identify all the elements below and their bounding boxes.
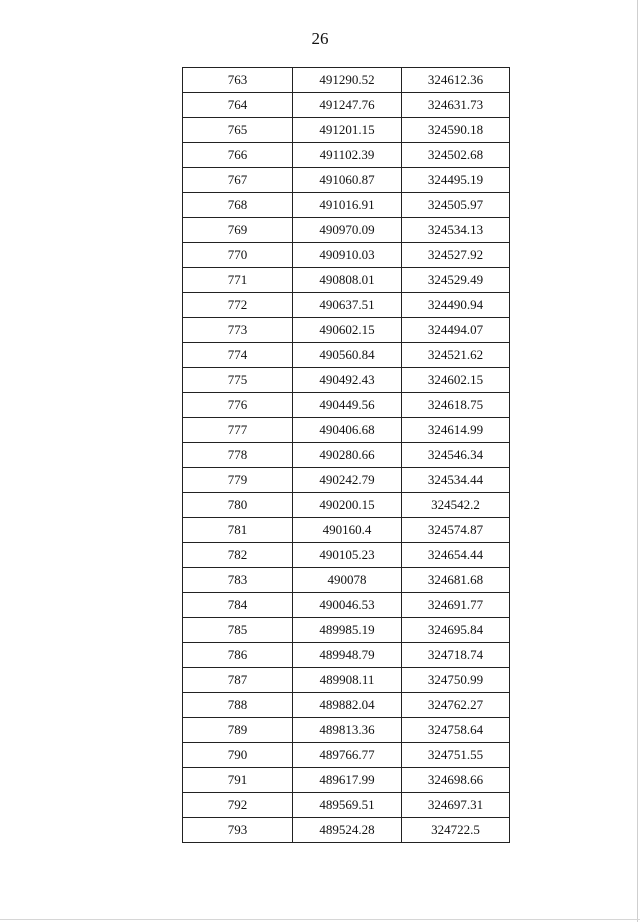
y-coordinate-cell: 324681.68 bbox=[402, 568, 510, 593]
table-row bbox=[183, 293, 510, 318]
point-number-cell: 770 bbox=[183, 243, 293, 268]
y-coordinate-cell: 324602.15 bbox=[402, 368, 510, 393]
table-row bbox=[183, 743, 510, 768]
table-row bbox=[183, 268, 510, 293]
y-coordinate-cell: 324590.18 bbox=[402, 118, 510, 143]
y-coordinate-cell: 324631.73 bbox=[402, 93, 510, 118]
point-number-cell: 767 bbox=[183, 168, 293, 193]
y-coordinate-cell: 324494.07 bbox=[402, 318, 510, 343]
point-number-cell: 789 bbox=[183, 718, 293, 743]
table-row bbox=[183, 693, 510, 718]
table-row bbox=[183, 493, 510, 518]
x-coordinate-cell: 491102.39 bbox=[293, 143, 402, 168]
y-coordinate-cell: 324534.44 bbox=[402, 468, 510, 493]
point-number-cell: 787 bbox=[183, 668, 293, 693]
table-row bbox=[183, 718, 510, 743]
y-coordinate-cell: 324534.13 bbox=[402, 218, 510, 243]
table-row bbox=[183, 468, 510, 493]
point-number-cell: 765 bbox=[183, 118, 293, 143]
x-coordinate-cell: 489882.04 bbox=[293, 693, 402, 718]
table-row bbox=[183, 518, 510, 543]
y-coordinate-cell: 324527.92 bbox=[402, 243, 510, 268]
point-number-cell: 776 bbox=[183, 393, 293, 418]
y-coordinate-cell: 324612.36 bbox=[402, 68, 510, 93]
y-coordinate-cell: 324698.66 bbox=[402, 768, 510, 793]
table-row bbox=[183, 543, 510, 568]
point-number-cell: 766 bbox=[183, 143, 293, 168]
x-coordinate-cell: 490637.51 bbox=[293, 293, 402, 318]
table-row bbox=[183, 243, 510, 268]
x-coordinate-cell: 491060.87 bbox=[293, 168, 402, 193]
y-coordinate-cell: 324574.87 bbox=[402, 518, 510, 543]
y-coordinate-cell: 324521.62 bbox=[402, 343, 510, 368]
point-number-cell: 791 bbox=[183, 768, 293, 793]
y-coordinate-cell: 324542.2 bbox=[402, 493, 510, 518]
x-coordinate-cell: 490280.66 bbox=[293, 443, 402, 468]
x-coordinate-cell: 489617.99 bbox=[293, 768, 402, 793]
table-row bbox=[183, 768, 510, 793]
x-coordinate-cell: 489766.77 bbox=[293, 743, 402, 768]
point-number-cell: 783 bbox=[183, 568, 293, 593]
y-coordinate-cell: 324762.27 bbox=[402, 693, 510, 718]
y-coordinate-cell: 324490.94 bbox=[402, 293, 510, 318]
x-coordinate-cell: 491016.91 bbox=[293, 193, 402, 218]
table-row bbox=[183, 93, 510, 118]
table-row bbox=[183, 368, 510, 393]
table-row bbox=[183, 443, 510, 468]
x-coordinate-cell: 491247.76 bbox=[293, 93, 402, 118]
table-row bbox=[183, 143, 510, 168]
table-row bbox=[183, 168, 510, 193]
table-row bbox=[183, 218, 510, 243]
x-coordinate-cell: 490602.15 bbox=[293, 318, 402, 343]
point-number-cell: 769 bbox=[183, 218, 293, 243]
x-coordinate-cell: 490078 bbox=[293, 568, 402, 593]
y-coordinate-cell: 324718.74 bbox=[402, 643, 510, 668]
point-number-cell: 779 bbox=[183, 468, 293, 493]
table-row bbox=[183, 818, 510, 843]
x-coordinate-cell: 490910.03 bbox=[293, 243, 402, 268]
x-coordinate-cell: 491201.15 bbox=[293, 118, 402, 143]
x-coordinate-cell: 489948.79 bbox=[293, 643, 402, 668]
coordinates-table bbox=[182, 67, 510, 843]
table-row bbox=[183, 193, 510, 218]
y-coordinate-cell: 324697.31 bbox=[402, 793, 510, 818]
point-number-cell: 780 bbox=[183, 493, 293, 518]
x-coordinate-cell: 489524.28 bbox=[293, 818, 402, 843]
y-coordinate-cell: 324502.68 bbox=[402, 143, 510, 168]
y-coordinate-cell: 324614.99 bbox=[402, 418, 510, 443]
x-coordinate-cell: 490406.68 bbox=[293, 418, 402, 443]
point-number-cell: 782 bbox=[183, 543, 293, 568]
point-number-cell: 786 bbox=[183, 643, 293, 668]
point-number-cell: 774 bbox=[183, 343, 293, 368]
point-number-cell: 788 bbox=[183, 693, 293, 718]
table-row bbox=[183, 793, 510, 818]
x-coordinate-cell: 490492.43 bbox=[293, 368, 402, 393]
point-number-cell: 772 bbox=[183, 293, 293, 318]
x-coordinate-cell: 490160.4 bbox=[293, 518, 402, 543]
table-row bbox=[183, 118, 510, 143]
page-edge-right bbox=[637, 0, 638, 922]
point-number-cell: 785 bbox=[183, 618, 293, 643]
y-coordinate-cell: 324750.99 bbox=[402, 668, 510, 693]
y-coordinate-cell: 324618.75 bbox=[402, 393, 510, 418]
x-coordinate-cell: 490808.01 bbox=[293, 268, 402, 293]
point-number-cell: 763 bbox=[183, 68, 293, 93]
y-coordinate-cell: 324691.77 bbox=[402, 593, 510, 618]
x-coordinate-cell: 489985.19 bbox=[293, 618, 402, 643]
page-number: 26 bbox=[311, 29, 329, 48]
point-number-cell: 793 bbox=[183, 818, 293, 843]
table-row bbox=[183, 668, 510, 693]
x-coordinate-cell: 489569.51 bbox=[293, 793, 402, 818]
point-number-cell: 781 bbox=[183, 518, 293, 543]
y-coordinate-cell: 324546.34 bbox=[402, 443, 510, 468]
point-number-cell: 775 bbox=[183, 368, 293, 393]
table-row bbox=[183, 568, 510, 593]
point-number-cell: 778 bbox=[183, 443, 293, 468]
y-coordinate-cell: 324495.19 bbox=[402, 168, 510, 193]
y-coordinate-cell: 324505.97 bbox=[402, 193, 510, 218]
table-row bbox=[183, 68, 510, 93]
x-coordinate-cell: 490242.79 bbox=[293, 468, 402, 493]
table-row bbox=[183, 343, 510, 368]
point-number-cell: 773 bbox=[183, 318, 293, 343]
x-coordinate-cell: 490449.56 bbox=[293, 393, 402, 418]
y-coordinate-cell: 324654.44 bbox=[402, 543, 510, 568]
y-coordinate-cell: 324722.5 bbox=[402, 818, 510, 843]
point-number-cell: 771 bbox=[183, 268, 293, 293]
table-row bbox=[183, 318, 510, 343]
x-coordinate-cell: 490200.15 bbox=[293, 493, 402, 518]
y-coordinate-cell: 324529.49 bbox=[402, 268, 510, 293]
table-row bbox=[183, 593, 510, 618]
table-row bbox=[183, 643, 510, 668]
y-coordinate-cell: 324695.84 bbox=[402, 618, 510, 643]
x-coordinate-cell: 489813.36 bbox=[293, 718, 402, 743]
point-number-cell: 790 bbox=[183, 743, 293, 768]
page-edge-bottom bbox=[0, 919, 640, 920]
table-row bbox=[183, 618, 510, 643]
coordinates-table-body bbox=[183, 68, 510, 843]
y-coordinate-cell: 324751.55 bbox=[402, 743, 510, 768]
x-coordinate-cell: 491290.52 bbox=[293, 68, 402, 93]
point-number-cell: 784 bbox=[183, 593, 293, 618]
x-coordinate-cell: 490046.53 bbox=[293, 593, 402, 618]
x-coordinate-cell: 490105.23 bbox=[293, 543, 402, 568]
point-number-cell: 764 bbox=[183, 93, 293, 118]
table-row bbox=[183, 418, 510, 443]
point-number-cell: 777 bbox=[183, 418, 293, 443]
x-coordinate-cell: 490560.84 bbox=[293, 343, 402, 368]
point-number-cell: 768 bbox=[183, 193, 293, 218]
table-row bbox=[183, 393, 510, 418]
x-coordinate-cell: 489908.11 bbox=[293, 668, 402, 693]
x-coordinate-cell: 490970.09 bbox=[293, 218, 402, 243]
point-number-cell: 792 bbox=[183, 793, 293, 818]
y-coordinate-cell: 324758.64 bbox=[402, 718, 510, 743]
